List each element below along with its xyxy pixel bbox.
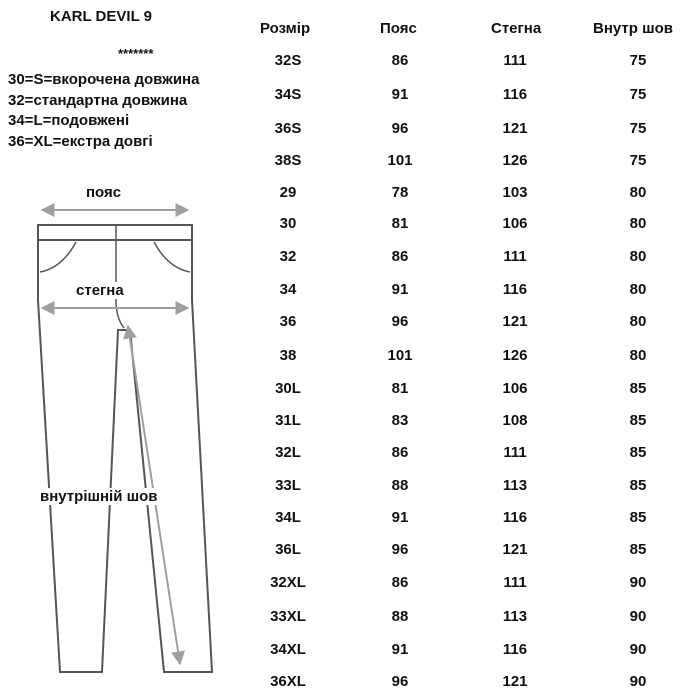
cell-hips: 121 — [502, 541, 528, 558]
size-legend — [8, 70, 199, 152]
cell-waist: 86 — [391, 248, 409, 265]
cell-waist: 91 — [391, 281, 409, 298]
header-inseam: Внутр шов — [593, 20, 673, 37]
cell-waist: 91 — [391, 641, 409, 658]
cell-size: 32XL — [270, 574, 306, 591]
cell-inseam: 90 — [629, 673, 647, 690]
cell-hips: 111 — [503, 444, 527, 461]
cell-size: 33L — [275, 477, 301, 494]
separator-stars: ******* — [118, 46, 154, 61]
header-waist: Пояс — [380, 20, 417, 37]
cell-size: 32S — [274, 52, 302, 69]
cell-hips: 121 — [502, 313, 528, 330]
cell-hips: 113 — [502, 477, 528, 494]
cell-inseam: 80 — [629, 347, 647, 364]
cell-inseam: 85 — [629, 541, 647, 558]
chart-title: KARL DEVIL 9 — [50, 8, 152, 25]
cell-hips: 106 — [502, 215, 528, 232]
cell-size: 34L — [275, 509, 301, 526]
cell-inseam: 80 — [629, 313, 647, 330]
cell-waist: 86 — [391, 574, 409, 591]
cell-hips: 113 — [502, 608, 528, 625]
cell-waist: 81 — [391, 215, 409, 232]
cell-hips: 121 — [502, 673, 528, 690]
cell-inseam: 85 — [629, 509, 647, 526]
cell-size: 30L — [275, 380, 301, 397]
cell-size: 36L — [275, 541, 301, 558]
cell-waist: 101 — [387, 152, 413, 169]
cell-size: 36S — [274, 120, 302, 137]
cell-hips: 116 — [502, 281, 528, 298]
cell-size: 32 — [279, 248, 297, 265]
cell-waist: 91 — [391, 509, 409, 526]
header-size: Розмір — [260, 20, 311, 37]
legend-item-long: 34=L=подовжені — [8, 112, 130, 129]
cell-waist: 86 — [391, 52, 409, 69]
cell-inseam: 75 — [629, 120, 647, 137]
cell-hips: 116 — [502, 86, 528, 103]
cell-waist: 96 — [391, 673, 409, 690]
cell-size: 38 — [279, 347, 297, 364]
cell-size: 32L — [275, 444, 301, 461]
cell-size: 36 — [279, 313, 297, 330]
cell-hips: 111 — [503, 248, 527, 265]
cell-hips: 126 — [502, 152, 528, 169]
cell-waist: 83 — [391, 412, 409, 429]
inseam-label: внутрішній шов — [40, 488, 158, 505]
cell-inseam: 85 — [629, 412, 647, 429]
cell-hips: 116 — [502, 641, 528, 658]
pants-diagram — [0, 170, 240, 700]
cell-waist: 96 — [391, 313, 409, 330]
cell-waist: 91 — [391, 86, 409, 103]
cell-waist: 88 — [391, 477, 409, 494]
cell-waist: 96 — [391, 541, 409, 558]
cell-size: 30 — [279, 215, 297, 232]
cell-size: 38S — [274, 152, 302, 169]
cell-hips: 103 — [502, 184, 528, 201]
pants-outline-illustration — [0, 170, 240, 700]
cell-inseam: 85 — [629, 380, 647, 397]
waist-label: пояс — [86, 184, 122, 201]
cell-waist: 96 — [391, 120, 409, 137]
size-table — [240, 0, 700, 700]
cell-hips: 121 — [502, 120, 528, 137]
cell-waist: 101 — [387, 347, 413, 364]
cell-hips: 116 — [502, 509, 528, 526]
cell-size: 34XL — [270, 641, 306, 658]
cell-waist: 81 — [391, 380, 409, 397]
header-hips: Стегна — [491, 20, 542, 37]
cell-size: 33XL — [270, 608, 306, 625]
cell-inseam: 90 — [629, 608, 647, 625]
legend-item-standard: 32=стандартна довжина — [8, 91, 188, 109]
cell-waist: 78 — [391, 184, 409, 201]
cell-hips: 111 — [503, 52, 527, 69]
legend-item-extra-long: 36=XL=екстра довгі — [8, 132, 153, 150]
cell-inseam: 90 — [629, 574, 647, 591]
hip-label: стегна — [76, 282, 124, 299]
cell-inseam: 80 — [629, 281, 647, 298]
cell-hips: 106 — [502, 380, 528, 397]
cell-waist: 86 — [391, 444, 409, 461]
cell-hips: 108 — [502, 412, 528, 429]
cell-inseam: 90 — [629, 641, 647, 658]
cell-waist: 88 — [391, 608, 409, 625]
cell-size: 34 — [279, 281, 297, 298]
cell-inseam: 85 — [629, 444, 647, 461]
cell-inseam: 75 — [629, 86, 647, 103]
cell-hips: 126 — [502, 347, 528, 364]
cell-size: 29 — [279, 184, 297, 201]
cell-inseam: 80 — [629, 248, 647, 265]
cell-size: 34S — [274, 86, 302, 103]
cell-inseam: 80 — [629, 184, 647, 201]
cell-size: 31L — [275, 412, 301, 429]
cell-inseam: 75 — [629, 52, 647, 69]
legend-item-short: 30=S=вкорочена довжина — [8, 71, 200, 88]
cell-inseam: 85 — [629, 477, 647, 494]
cell-size: 36XL — [270, 673, 306, 690]
cell-inseam: 80 — [629, 215, 647, 232]
cell-hips: 111 — [503, 574, 527, 591]
cell-inseam: 75 — [629, 152, 647, 169]
